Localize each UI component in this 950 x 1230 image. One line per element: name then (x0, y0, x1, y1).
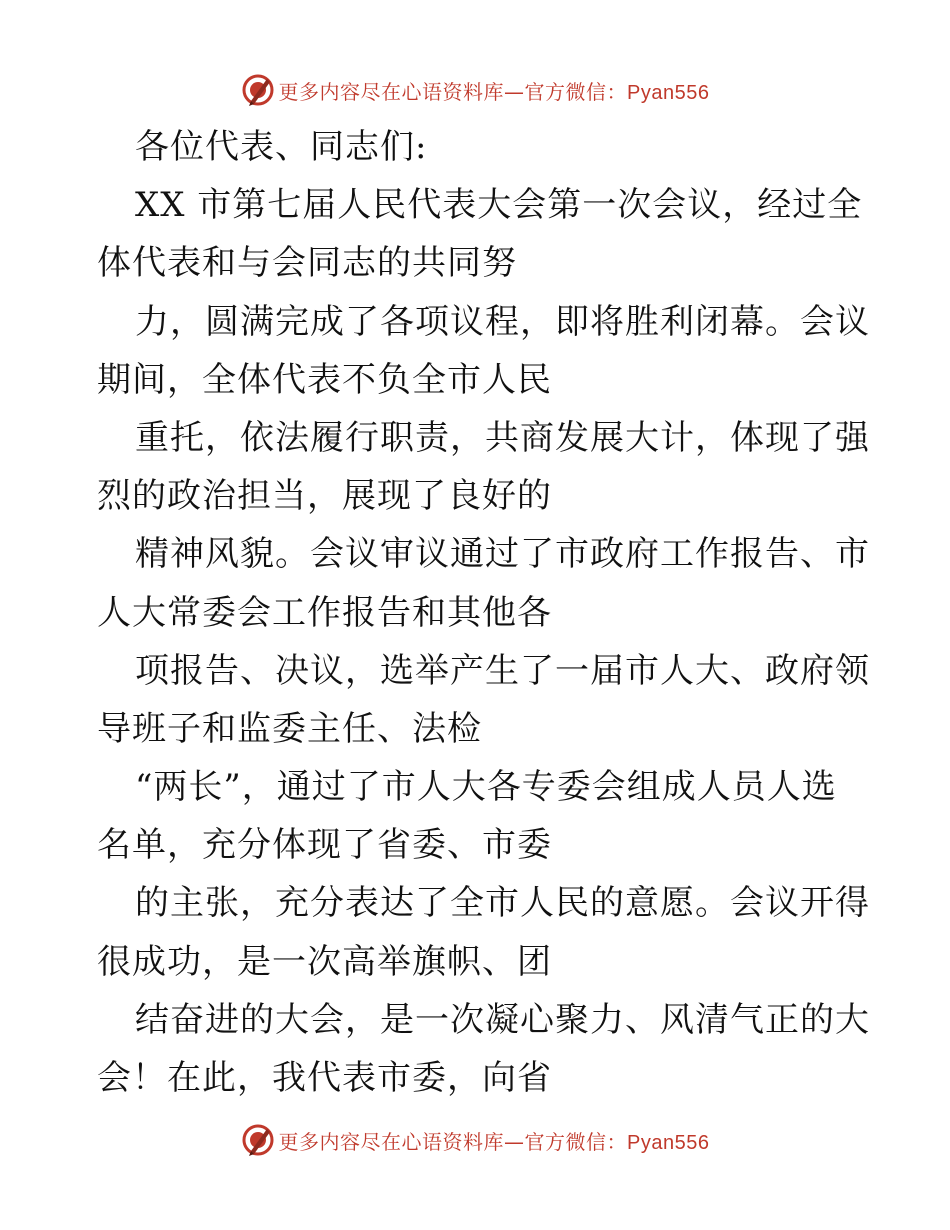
document-line-4: 力，圆满完成了各项议程，即将胜利闭幕。会议 (135, 301, 870, 342)
document-line-3: 体代表和与会同志的共同努 (97, 243, 517, 284)
document-line-17: 会！在此，我代表市委，向省 (97, 1058, 552, 1098)
document-line-13: 名单，充分体现了省委、市委 (97, 825, 552, 866)
header-banner-wechat-label: 官方微信： (524, 79, 628, 104)
document-body (97, 118, 870, 1107)
document-line-8: 精神风貌。会议审议通过了市政府工作报告、市 (135, 534, 870, 575)
document-line-15: 很成功，是一次高举旗帜、团 (97, 941, 552, 982)
footer-banner-text (279, 1126, 710, 1155)
footer-banner-dash: — (504, 1129, 525, 1154)
pen-logo-icon (241, 73, 275, 107)
header-banner-main: 更多内容尽在心语资料库 (278, 79, 505, 104)
header-banner (0, 70, 950, 110)
header-banner-wechat-id: Pyan556 (627, 81, 710, 104)
pen-logo-icon (241, 1123, 275, 1157)
document-line-16: 结奋进的大会，是一次凝心聚力、风清气正的大 (135, 999, 870, 1040)
document-line-14: 的主张，充分表达了全市人民的意愿。会议开得 (135, 883, 870, 924)
footer-banner-wechat-label: 官方微信： (524, 1129, 628, 1154)
document-line-2: XX 市第七届人民代表大会第一次会议，经过全 (135, 185, 863, 226)
document-line-7: 烈的政治担当，展现了良好的 (97, 476, 552, 517)
footer-banner-wechat-id: Pyan556 (627, 1131, 710, 1154)
document-line-12: “两长”，通过了市人大各专委会组成人员人选 (135, 767, 837, 808)
document-line-10: 项报告、决议，选举产生了一届市人大、政府领 (135, 650, 870, 691)
header-banner-dash: — (504, 79, 525, 104)
header-banner-text (279, 76, 710, 105)
document-line-11: 导班子和监委主任、法检 (97, 708, 482, 749)
footer-banner (0, 1120, 950, 1160)
footer-banner-main: 更多内容尽在心语资料库 (278, 1129, 505, 1154)
document-line-6: 重托，依法履行职责，共商发展大计，体现了强 (135, 417, 870, 458)
document-line-5: 期间，全体代表不负全市人民 (97, 359, 552, 400)
document-line-9: 人大常委会工作报告和其他各 (97, 592, 552, 633)
document-line-1: 各位代表、同志们: (135, 127, 428, 167)
